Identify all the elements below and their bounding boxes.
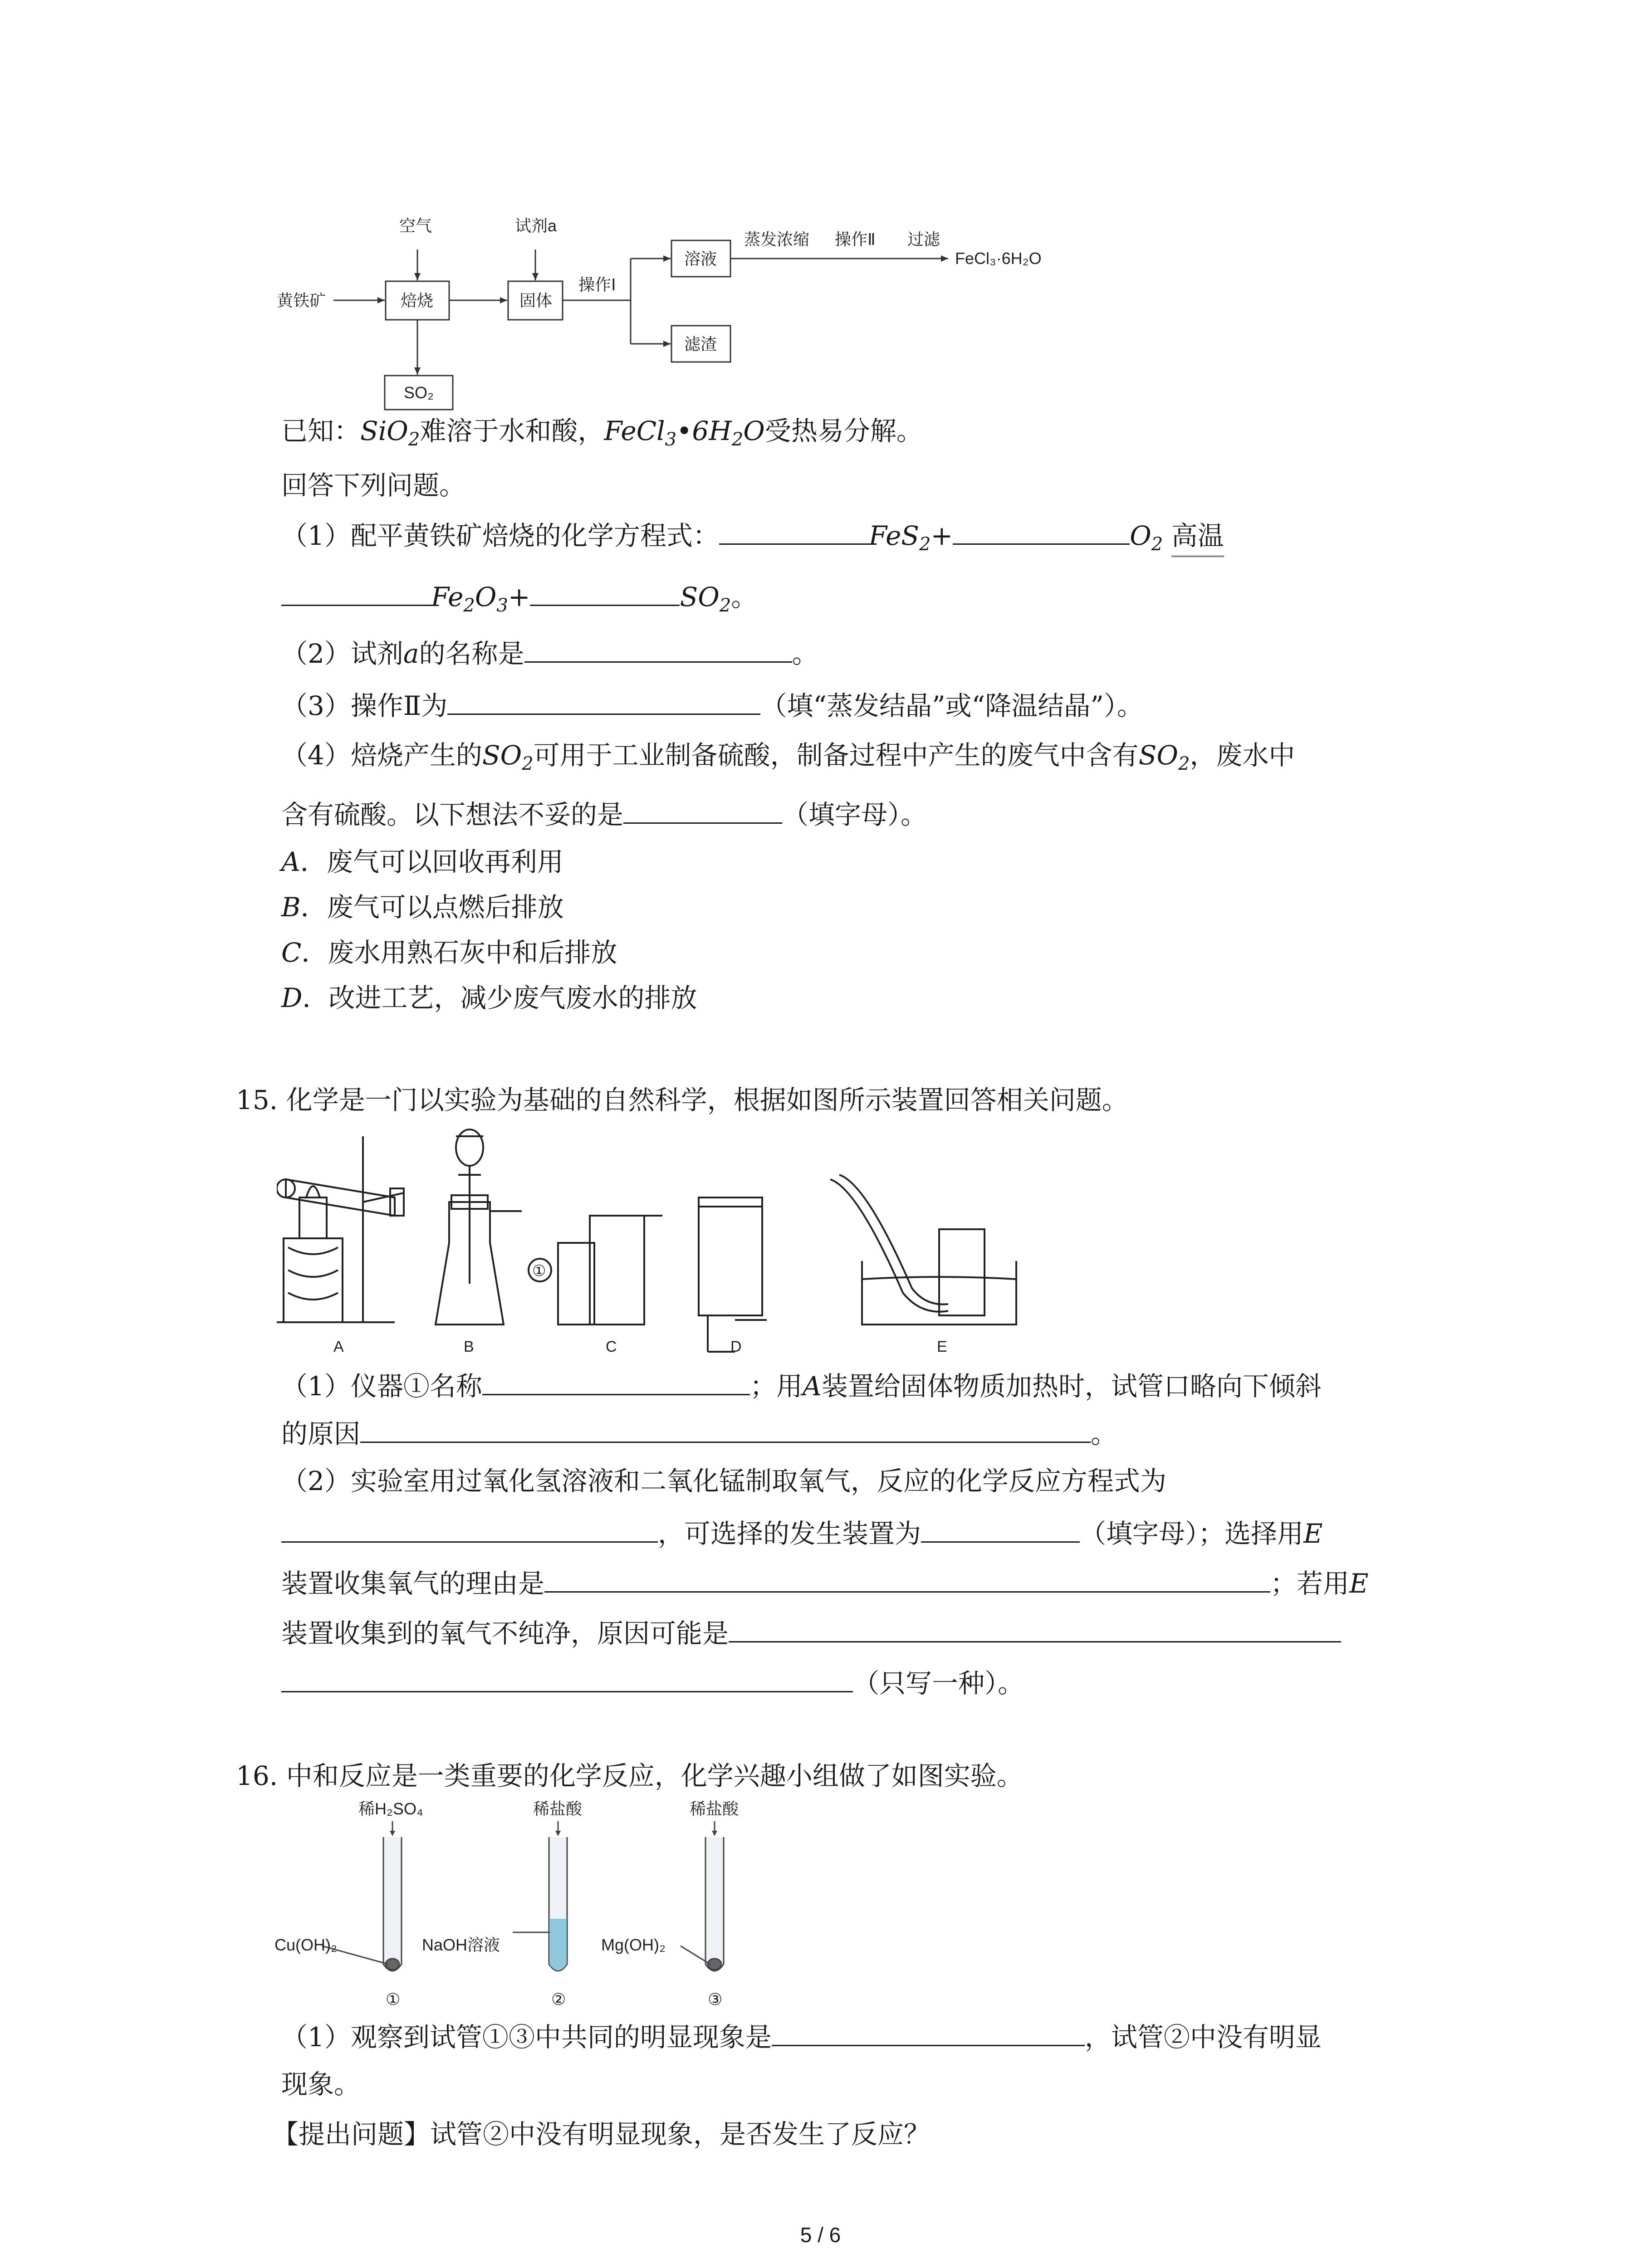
answer-blank[interactable] — [544, 1565, 1270, 1593]
answer-blank[interactable] — [281, 578, 431, 606]
q15-part2-d: 装置收集到的氧气不纯净，原因可能是 — [281, 1615, 1341, 1652]
q14-part2: （2）试剂a的名称是 。 — [281, 635, 818, 672]
q16-part1: （1）观察到试管①③中共同的明显现象是 ，试管②中没有明显 — [281, 2019, 1322, 2055]
q14-part1-cont: $Fe_2O_3+ SO_2$。 — [281, 578, 757, 615]
label-e: E — [937, 1338, 947, 1355]
answer-blank[interactable] — [530, 578, 680, 606]
op1-label: 操作Ⅰ — [578, 275, 616, 294]
q15-part2-e: （只写一种）。 — [281, 1665, 1024, 1701]
answer-blank[interactable] — [623, 796, 782, 824]
apparatus-a — [277, 1136, 404, 1322]
tube3-content: Mg(OH)₂ — [601, 1936, 666, 1954]
q15-stem: 15. 化学是一门以实验为基础的自然科学，根据如图所示装置回答相关问题。 — [236, 1085, 1128, 1115]
answer-blank[interactable] — [772, 2019, 1085, 2046]
q15-part2-b: ，可选择的发生装置为 （填字母）；选择用E — [281, 1515, 1323, 1552]
solid-label: 固体 — [519, 291, 553, 310]
q14-intro: 回答下列问题。 — [281, 470, 466, 501]
reagent-a-label: 试剂a — [515, 216, 557, 235]
answer-blank[interactable] — [953, 517, 1130, 545]
q14-part1: （1）配平黄铁矿焙烧的化学方程式： $FeS_2+ O_2$ 高温 — [281, 517, 1224, 557]
answer-blank[interactable] — [281, 1665, 853, 1692]
q14-part3: （3）操作Ⅱ为 （填“蒸发结晶”或“降温结晶”）。 — [281, 687, 1143, 724]
label-d: D — [730, 1338, 742, 1355]
tube1-reagent: 稀H₂SO₄ — [358, 1799, 423, 1818]
q15-part2: （2）实验室用过氧化氢溶液和二氧化锰制取氧气，反应的化学反应方程式为 — [281, 1466, 1166, 1496]
evap-label: 蒸发浓缩 — [744, 230, 810, 249]
filter-label: 过滤 — [907, 230, 941, 249]
pyrite-label: 黄铁矿 — [277, 291, 326, 310]
apparatus-b — [436, 1129, 522, 1325]
so2-label: SO₂ — [404, 383, 434, 402]
answer-blank[interactable] — [360, 1415, 1091, 1443]
q15-part1: （1）仪器①名称 ；用A装置给固体物质加热时，试管口略向下倾斜 — [281, 1368, 1322, 1404]
answer-blank[interactable] — [447, 687, 760, 715]
apparatus-e — [830, 1175, 1016, 1325]
page-number: 5 / 6 — [800, 2223, 841, 2247]
test-tube-figure — [272, 1796, 771, 2014]
answer-blank[interactable] — [482, 1368, 750, 1395]
answer-blank[interactable] — [524, 635, 792, 663]
label-c: C — [606, 1338, 617, 1355]
q14-option-a: A．废气可以回收再利用 — [281, 846, 563, 877]
product-label: FeCl₃·6H₂O — [955, 249, 1042, 268]
q16-stem: 16. 中和反应是一类重要的化学反应，化学兴趣小组做了如图实验。 — [236, 1760, 1023, 1791]
residue-label: 滤渣 — [684, 335, 717, 353]
tube3-num: ③ — [708, 1990, 723, 2009]
q14-option-c: C．废水用熟石灰中和后排放 — [281, 937, 617, 968]
test-tube-2 — [513, 1821, 567, 1971]
air-label: 空气 — [399, 216, 432, 235]
q15-part1-cont: 的原因 。 — [281, 1415, 1117, 1452]
reaction-condition: 高温 — [1171, 518, 1224, 557]
op2-label: 操作Ⅱ — [835, 230, 876, 249]
q14-part4: （4）焙烧产生的$SO_2$可用于工业制备硫酸，制备过程中产生的废气中含有$SO_2$，废水中 — [281, 740, 1295, 774]
answer-blank[interactable] — [719, 517, 869, 545]
q14-option-b: B．废气可以点燃后排放 — [281, 892, 564, 923]
tube3-reagent: 稀盐酸 — [690, 1799, 739, 1818]
q15-part2-c: 装置收集氧气的理由是 ；若用E — [281, 1565, 1368, 1602]
lab-apparatus-figure — [277, 1125, 1184, 1361]
solution-label: 溶液 — [684, 249, 717, 268]
apparatus-d — [699, 1198, 767, 1352]
tube1-content: Cu(OH)₂ — [274, 1936, 337, 1954]
label-b: B — [464, 1338, 474, 1355]
circle-1-label: ① — [532, 1262, 546, 1280]
answer-blank[interactable] — [921, 1515, 1080, 1543]
tube2-num: ② — [551, 1990, 566, 2009]
test-tube-3 — [681, 1821, 724, 1971]
process-flowchart — [263, 209, 1080, 417]
tube2-content: NaOH溶液 — [422, 1936, 500, 1954]
q14-known: 已知：SiO$_2$难溶于水和酸，$FeCl_3•6H_2O$受热易分解。 — [281, 415, 923, 450]
label-a: A — [333, 1338, 344, 1355]
roast-label: 焙烧 — [401, 291, 434, 310]
q16-part1-cont: 现象。 — [281, 2069, 361, 2100]
apparatus-c — [529, 1216, 662, 1325]
q14-option-d: D．改进工艺，减少废气废水的排放 — [281, 982, 697, 1013]
tube2-reagent: 稀盐酸 — [533, 1799, 583, 1818]
q16-question: 【提出问题】试管②中没有明显现象，是否发生了反应？ — [272, 2119, 931, 2150]
answer-blank[interactable] — [729, 1615, 1341, 1642]
q14-part4-cont: 含有硫酸。以下想法不妥的是 （填字母）。 — [281, 796, 927, 833]
tube1-num: ① — [386, 1990, 401, 2009]
answer-blank[interactable] — [281, 1515, 658, 1543]
